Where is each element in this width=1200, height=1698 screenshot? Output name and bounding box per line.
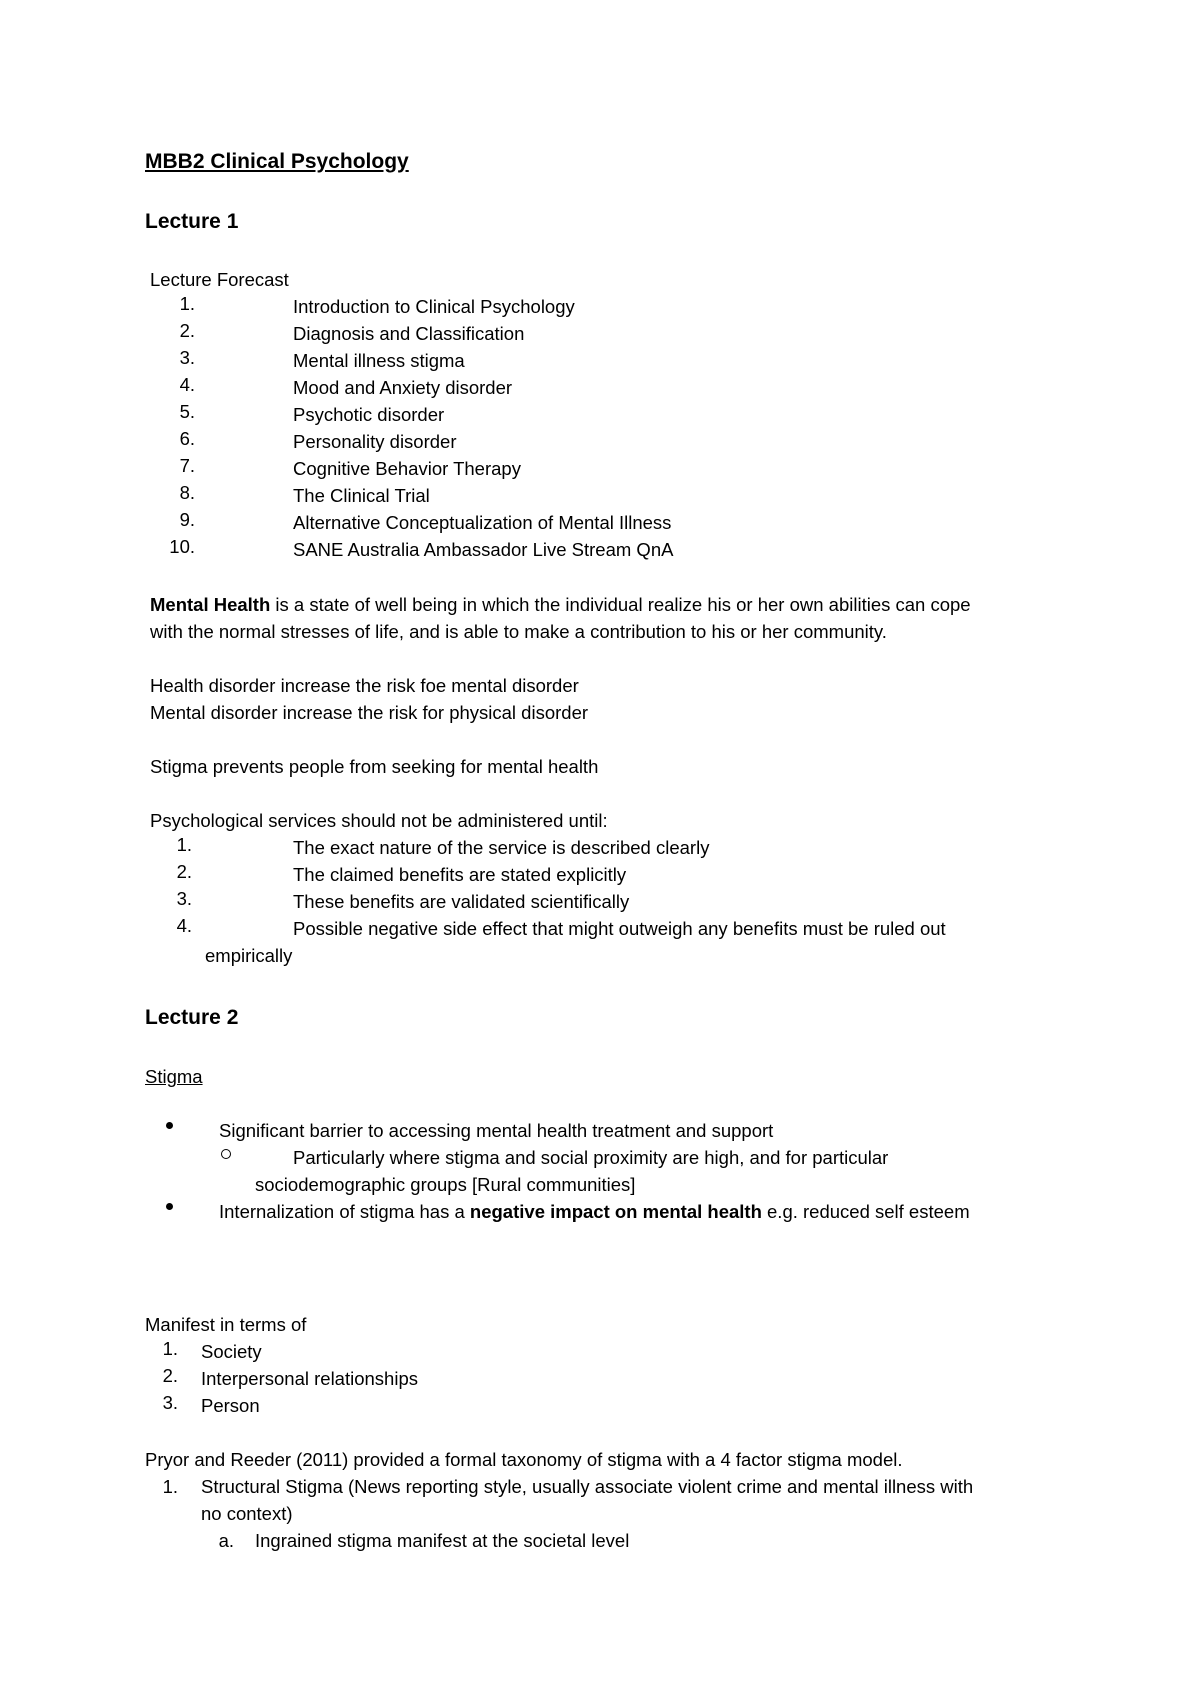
list-number: 4.: [176, 915, 192, 936]
list-letter: a.: [218, 1530, 234, 1551]
list-text: Mood and Anxiety disorder: [293, 377, 513, 398]
list-number: 2.: [176, 861, 192, 882]
stigma-bullet-2-text: Internalization of stigma has a: [219, 1201, 470, 1222]
list-number: 1.: [176, 834, 192, 855]
stigma-heading: Stigma: [145, 1066, 203, 1087]
bullet-icon: [166, 1122, 173, 1129]
list-number: 1.: [162, 1338, 178, 1359]
stigma-bullet-1: Significant barrier to accessing mental health treatment and support: [219, 1120, 774, 1141]
pryor-reeder-statement: Pryor and Reeder (2011) provided a formal taxonomy of stigma with a 4 factor stigma model.: [145, 1449, 903, 1470]
list-text: Introduction to Clinical Psychology: [293, 296, 575, 317]
services-item-4-cont: empirically: [205, 945, 293, 966]
list-text: Personality disorder: [293, 431, 457, 452]
list-text: Diagnosis and Classification: [293, 323, 525, 344]
mental-health-definition: [150, 591, 971, 618]
lecture-1-heading: Lecture 1: [145, 210, 239, 233]
list-text: The claimed benefits are stated explicitly: [293, 864, 627, 885]
list-number: 2.: [179, 320, 195, 341]
manifest-label: Manifest in terms of: [145, 1314, 307, 1335]
mental-health-definition-text: is a state of well being in which the individual realize his or her own abilities can cope: [270, 594, 971, 615]
stigma-note: Stigma prevents people from seeking for mental health: [150, 756, 599, 777]
list-text: Interpersonal relationships: [201, 1368, 418, 1389]
list-text: SANE Australia Ambassador Live Stream QnA: [293, 539, 674, 560]
list-number: 4.: [179, 374, 195, 395]
list-number: 1.: [179, 293, 195, 314]
list-number: 7.: [179, 455, 195, 476]
risk-statement-1: Health disorder increase the risk foe mental disorder: [150, 675, 579, 696]
list-number: 6.: [179, 428, 195, 449]
list-number: 8.: [179, 482, 195, 503]
structural-stigma-item-cont: no context): [201, 1503, 293, 1524]
list-text: Cognitive Behavior Therapy: [293, 458, 521, 479]
mental-health-definition-cont: with the normal stresses of life, and is able to make a contribution to his or her community.: [150, 621, 887, 642]
structural-stigma-subitem: Ingrained stigma manifest at the societal level: [255, 1530, 630, 1551]
list-text: Society: [201, 1341, 262, 1362]
list-number: 3.: [179, 347, 195, 368]
list-text: Possible negative side effect that might outweigh any benefits must be ruled out: [293, 918, 946, 939]
list-text: Person: [201, 1395, 260, 1416]
stigma-bullet-2: [219, 1198, 970, 1225]
lecture-2-heading: Lecture 2: [145, 1006, 239, 1029]
list-text: Alternative Conceptualization of Mental Illness: [293, 512, 672, 533]
list-number: 3.: [162, 1392, 178, 1413]
list-text: Psychotic disorder: [293, 404, 445, 425]
list-text: Mental illness stigma: [293, 350, 465, 371]
list-number: 10.: [169, 536, 195, 557]
stigma-sub-bullet: Particularly where stigma and social proximity are high, and for particular: [293, 1147, 889, 1168]
lecture-forecast-label: Lecture Forecast: [150, 269, 289, 290]
services-label: Psychological services should not be administered until:: [150, 810, 608, 831]
stigma-bullet-2-example: e.g. reduced self esteem: [761, 1201, 970, 1222]
bullet-icon: [166, 1203, 173, 1210]
structural-stigma-item: Structural Stigma (News reporting style, usually associate violent crime and mental illness with: [201, 1476, 974, 1497]
list-number: 9.: [179, 509, 195, 530]
circle-bullet-icon: [221, 1149, 231, 1159]
stigma-sub-bullet-cont: sociodemographic groups [Rural communities]: [255, 1174, 636, 1195]
stigma-bullet-2-emphasis: negative impact on mental health: [469, 1201, 762, 1222]
list-number: 2.: [162, 1365, 178, 1386]
risk-statement-2: Mental disorder increase the risk for physical disorder: [150, 702, 589, 723]
list-number: 3.: [176, 888, 192, 909]
list-number: 1.: [162, 1476, 178, 1497]
list-text: The exact nature of the service is described clearly: [293, 837, 710, 858]
list-text: These benefits are validated scientifically: [293, 891, 630, 912]
document-title: MBB2 Clinical Psychology: [145, 150, 409, 173]
list-text: The Clinical Trial: [293, 485, 430, 506]
list-number: 5.: [179, 401, 195, 422]
mental-health-term: Mental Health: [150, 594, 271, 615]
